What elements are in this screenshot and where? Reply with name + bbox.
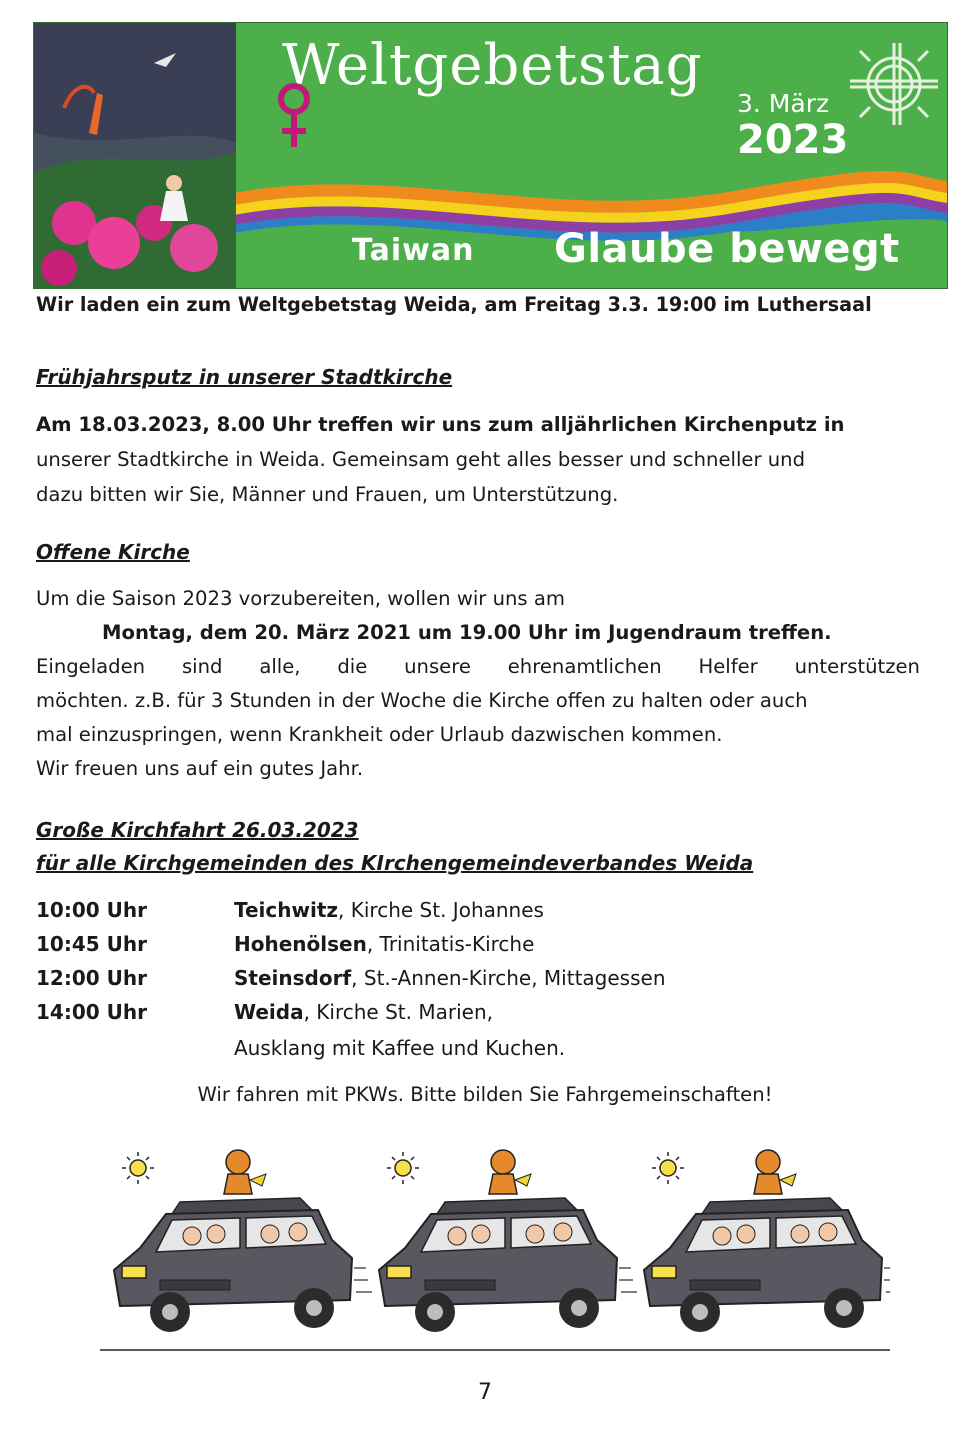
word: ehrenamtlichen	[507, 655, 662, 678]
banner-motto: Glaube bewegt	[554, 226, 900, 272]
schedule-place: Hohenölsen, Trinitatis-Kirche	[234, 932, 535, 956]
schedule-time: 14:00 Uhr	[36, 1000, 147, 1024]
open-church-line-1: Um die Saison 2023 vorzubereiten, wollen wir uns am	[36, 587, 565, 610]
open-church-line-4: möchten. z.B. für 3 Stunden in der Woche die Kirche offen zu halten oder auch	[36, 689, 808, 712]
word: sind	[181, 655, 223, 678]
cleaning-heading: Frühjahrsputz in unserer Stadtkirche	[36, 365, 453, 389]
trip-heading: Große Kirchfahrt 26.03.2023	[36, 818, 359, 842]
cars-illustration	[100, 1140, 890, 1355]
trip-subheading: für alle Kirchgemeinden des KIrchengemeindeverbandes Weida	[36, 851, 754, 875]
cleaning-paragraph	[36, 407, 920, 512]
invitation-line: Wir laden ein zum Weltgebetstag Weida, am Freitag 3.3. 19:00 im Luthersaal	[36, 293, 872, 316]
word: alle,	[259, 655, 301, 678]
schedule-place: Teichwitz, Kirche St. Johannes	[234, 898, 544, 922]
car-illustration	[114, 1150, 372, 1332]
car-illustration	[379, 1150, 637, 1332]
cleaning-line-3: dazu bitten wir Sie, Männer und Frauen, um Unterstützung.	[36, 483, 619, 506]
cleaning-line-1: Am 18.03.2023, 8.00 Uhr treffen wir uns zum alljährlichen Kirchenputz in	[36, 413, 845, 436]
open-church-line-5: mal einzuspringen, wenn Krankheit oder Urlaub dazwischen kommen.	[36, 723, 723, 746]
word: Eingeladen	[36, 655, 146, 678]
header-banner	[33, 22, 948, 289]
word: die	[337, 655, 368, 678]
schedule-time: 10:00 Uhr	[36, 898, 147, 922]
schedule-time: 12:00 Uhr	[36, 966, 147, 990]
venus-symbol-icon	[276, 81, 312, 151]
word: unsere	[404, 655, 471, 678]
open-church-paragraph	[36, 582, 920, 786]
open-church-heading: Offene Kirche	[36, 540, 190, 564]
banner-country: Taiwan	[352, 233, 475, 268]
banner-date: 3. März	[737, 89, 830, 118]
schedule-place: Steinsdorf, St.-Annen-Kirche, Mittagessen	[234, 966, 666, 990]
painting-illustration	[34, 23, 236, 288]
page-number: 7	[478, 1380, 492, 1405]
flower-painting	[34, 23, 236, 288]
word: Helfer	[698, 655, 758, 678]
cross-logo-icon	[846, 39, 942, 129]
schedule-time: 10:45 Uhr	[36, 932, 147, 956]
banner-title: Weltgebetstag	[282, 33, 703, 98]
open-church-line-6: Wir freuen uns auf ein gutes Jahr.	[36, 757, 364, 780]
open-church-meeting-line: Montag, dem 20. März 2021 um 19.00 Uhr im Jugendraum treffen.	[102, 621, 832, 644]
open-church-line-3	[36, 650, 920, 684]
word: unterstützen	[794, 655, 920, 678]
banner-year: 2023	[737, 117, 849, 163]
schedule-place: Weida, Kirche St. Marien,	[234, 1000, 493, 1024]
schedule-extra: Ausklang mit Kaffee und Kuchen.	[234, 1036, 566, 1060]
car-illustration	[644, 1150, 890, 1332]
carpool-note: Wir fahren mit PKWs. Bitte bilden Sie Fahrgemeinschaften!	[197, 1083, 773, 1106]
cleaning-line-2: unserer Stadtkirche in Weida. Gemeinsam geht alles besser und schneller und	[36, 448, 806, 471]
